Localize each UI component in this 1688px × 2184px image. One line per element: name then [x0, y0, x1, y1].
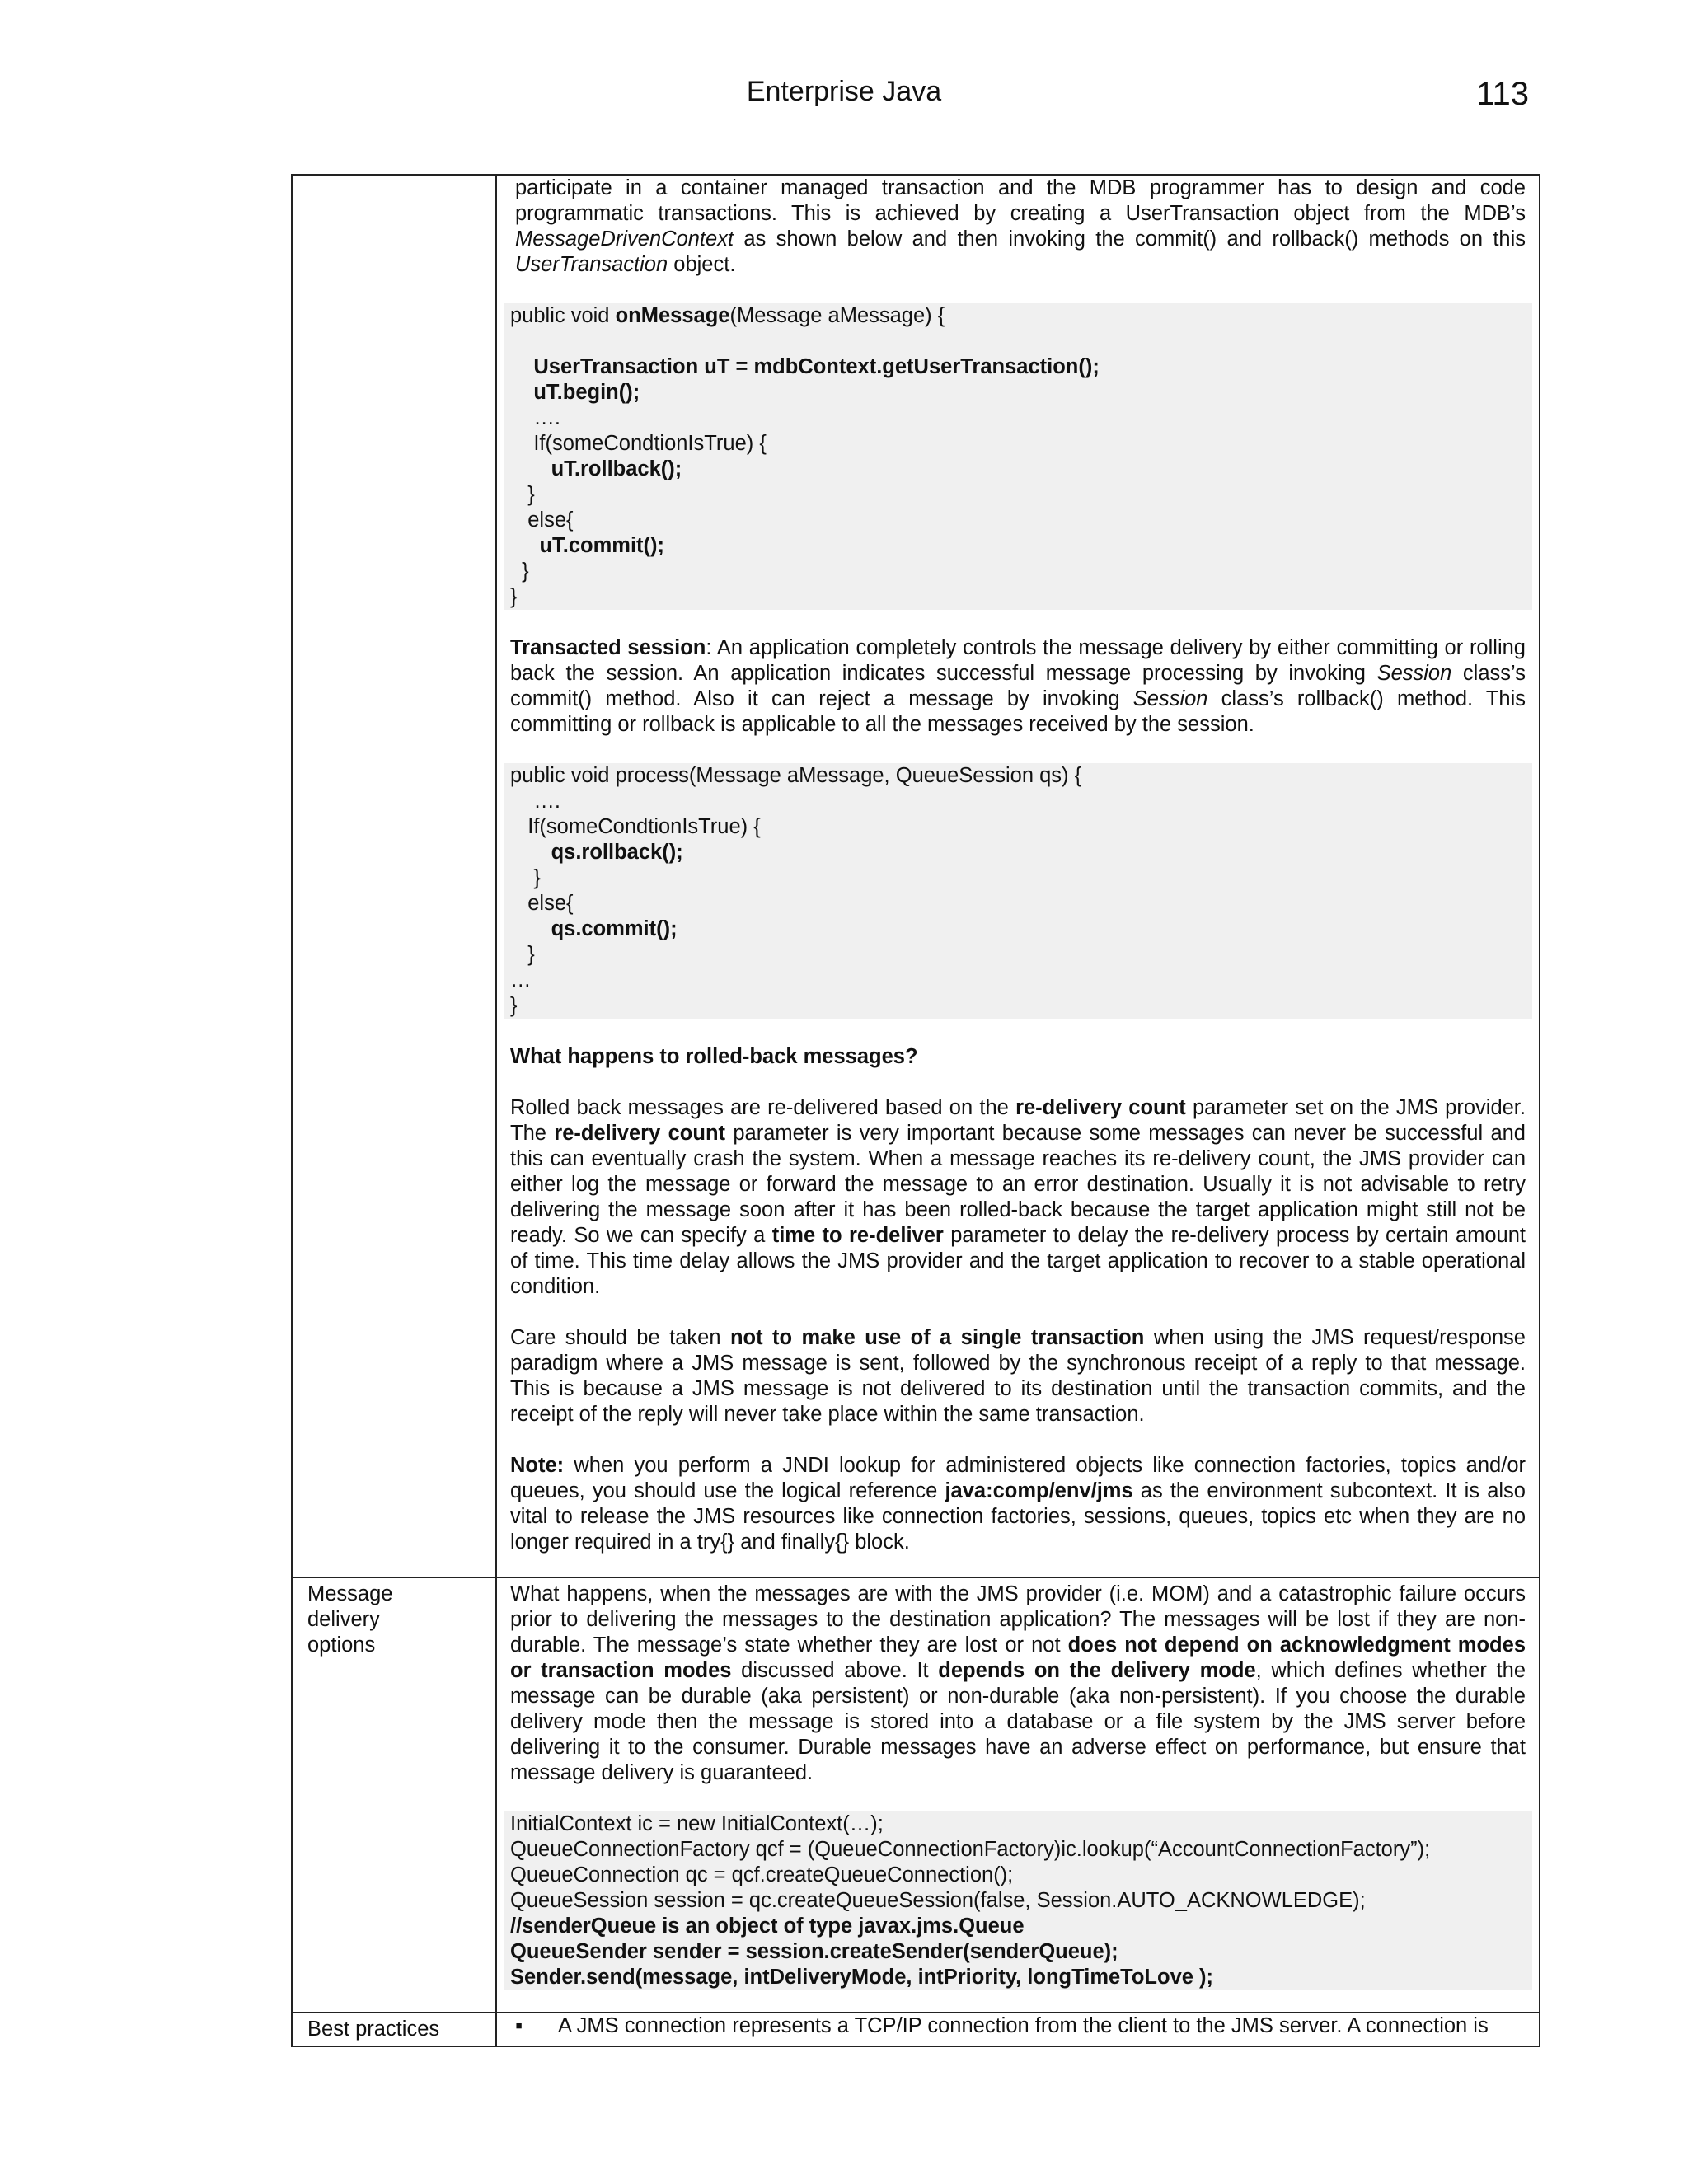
- code-line: [510, 584, 1526, 610]
- code-line: [510, 329, 1526, 354]
- text-run: class’s rollback() method. This committing or rollback is applicable to all the messages received by the session.: [510, 687, 1526, 736]
- text-run: If(someCondtionIsTrue) {: [510, 432, 767, 455]
- row-label: [292, 1577, 496, 2013]
- text-run: ….: [510, 790, 560, 813]
- text-run: participate in a container managed transaction and the MDB programmer has to design and code programmatic transactions. This is achieved by creating a UserTransaction object from the MDB’s: [515, 176, 1526, 225]
- text-run: QueueConnectionFactory qcf = (QueueConnectionFactory)ic.lookup(“AccountConnectionFactory”);: [510, 1838, 1431, 1861]
- text-run: }: [510, 483, 535, 506]
- bold-text: Sender.send(message, intDeliveryMode, intPriority, longTimeToLove );: [510, 1966, 1214, 1989]
- code-line: [510, 380, 1526, 405]
- text-run: QueueConnection qc = qcf.createQueueConnection();: [510, 1863, 1014, 1886]
- code-line: [510, 993, 1526, 1019]
- text-run: …: [510, 968, 532, 991]
- code-line: [510, 1837, 1526, 1863]
- row-label-line: Message: [307, 1582, 393, 1605]
- text-run: parameter set on the JMS provider. The: [510, 1096, 1526, 1145]
- code-line: [510, 1965, 1526, 1990]
- code-line: [510, 1863, 1526, 1888]
- bold-text: depends on the delivery mode: [938, 1659, 1256, 1682]
- code-line: [510, 814, 1526, 840]
- code-line: [510, 789, 1526, 814]
- code-line: [510, 1811, 1526, 1837]
- text-run: [510, 534, 539, 557]
- text-run: : An application completely controls the message delivery by either committing or rolling back the session. An application indicates successful message processing by invoking: [510, 636, 1526, 685]
- text-run: public void process(Message aMessage, QueueSession qs) {: [510, 764, 1082, 787]
- content-table: [291, 174, 1540, 2047]
- bold-text: UserTransaction uT = mdbContext.getUserTransaction();: [533, 355, 1100, 378]
- code-line: [510, 916, 1526, 942]
- table-row: [292, 175, 1540, 1577]
- text-run: What happens, when the messages are with the JMS provider (i.e. MOM) and a catastrophic failure occurs prior to delivering the messages to the destination application? The messages will be lost if they are non-durable. The message’s state whether they are lost or not: [510, 1582, 1526, 1657]
- text-run: class’s commit() method. Also it can reject a message by invoking: [510, 662, 1526, 710]
- bold-text: //senderQueue is an object of type javax.jms.Queue: [510, 1915, 1025, 1938]
- bold-text: QueueSender sender = session.createSender(senderQueue);: [510, 1940, 1118, 1963]
- bold-text: Transacted session: [510, 636, 706, 659]
- row-label-line: delivery: [307, 1608, 380, 1631]
- bold-text: qs.rollback();: [551, 841, 683, 864]
- text-run: ….: [510, 406, 560, 429]
- page-number: 113: [1476, 76, 1529, 112]
- text-run: when you perform a JNDI lookup for administered objects like connection factories, topics and/or queues, you should use the logical reference: [510, 1454, 1526, 1502]
- table-row: [292, 2013, 1540, 2046]
- text-run: Rolled back messages are re-delivered based on the: [510, 1096, 1016, 1119]
- table-row: [292, 1577, 1540, 2013]
- row-content: [496, 175, 1540, 1577]
- text-run: (Message aMessage) {: [729, 304, 945, 327]
- bold-text: uT.commit();: [539, 534, 665, 557]
- bullet-square-icon: ▪: [515, 2014, 523, 2037]
- code-line: [510, 508, 1526, 533]
- list-item-text: A JMS connection represents a TCP/IP connection from the client to the JMS server. A connection is: [558, 2014, 1489, 2037]
- bold-text: re-delivery count: [554, 1122, 726, 1145]
- code-line: [510, 533, 1526, 559]
- italic-text: UserTransaction: [515, 253, 668, 276]
- code-line: [510, 354, 1526, 380]
- code-line: [510, 559, 1526, 584]
- text-run: [510, 381, 533, 404]
- text-run: QueueSession session = qc.createQueueSession(false, Session.AUTO_ACKNOWLEDGE);: [510, 1889, 1366, 1912]
- text-run: parameter to delay the re-delivery process by certain amount of time. This time delay allows the JMS provider and the target application to recover to a stable operational condition.: [510, 1224, 1526, 1298]
- bold-text: java:comp/env/jms: [945, 1479, 1133, 1502]
- bold-text: uT.rollback();: [551, 457, 682, 480]
- text-run: }: [510, 943, 535, 966]
- code-line: [510, 942, 1526, 968]
- italic-text: Session: [1376, 662, 1452, 685]
- code-line: [510, 891, 1526, 916]
- bold-text: not to make use of a single transaction: [729, 1326, 1145, 1349]
- code-block-process: [504, 763, 1532, 1019]
- text-run: when using the JMS request/response paradigm where a JMS message is sent, followed by the synchronous receipt of a reply to that message. This is because a JMS message is not delivered to its destination until the transaction commits, and the receipt of the reply will never take place within the same transaction.: [510, 1326, 1526, 1426]
- text-run: public void: [510, 304, 616, 327]
- bold-text: does not depend on acknowledgment modes or transaction modes: [510, 1633, 1526, 1682]
- row-label-line: options: [307, 1633, 376, 1657]
- code-line: [510, 482, 1526, 508]
- bold-text: re-delivery count: [1015, 1096, 1186, 1119]
- text-run: [510, 841, 551, 864]
- bold-text: qs.commit();: [551, 917, 678, 940]
- text-run: as the environment subcontext. It is also vital to release the JMS resources like connection factories, sessions, queues, topics etc when they are no longer required in a try{} and finally{} block.: [510, 1479, 1526, 1554]
- code-block-sender: [504, 1811, 1532, 1990]
- code-line: [510, 303, 1526, 329]
- code-line: [510, 405, 1526, 431]
- text-run: as shown below and then invoking the commit() and rollback() methods on this: [734, 227, 1526, 251]
- bold-text: uT.begin();: [533, 381, 640, 404]
- text-run: [510, 355, 533, 378]
- bold-text: Note:: [510, 1454, 565, 1477]
- text-run: }: [510, 994, 518, 1017]
- text-run: }: [510, 560, 529, 583]
- text-run: , which defines whether the message can be durable (aka persistent) or non-durable (aka non-persistent). If you choose the durable delivery mode then the message is stored into a database or a file system by the JMS server before delivering it to the consumer. Durable messages have an adverse effect on performance, but ensure that message delivery is guaranteed.: [510, 1659, 1526, 1784]
- text-run: else{: [510, 509, 574, 532]
- text-run: discussed above. It: [731, 1659, 939, 1682]
- code-line: [510, 1888, 1526, 1914]
- italic-text: Session: [1132, 687, 1208, 710]
- code-line: [510, 763, 1526, 789]
- section-heading: [510, 1044, 1526, 1070]
- italic-text: MessageDrivenContext: [515, 227, 734, 251]
- text-run: If(someCondtionIsTrue) {: [510, 815, 761, 838]
- text-run: [510, 457, 551, 480]
- running-header-title: Enterprise Java: [746, 76, 942, 107]
- code-line: [510, 457, 1526, 482]
- intro-paragraph: [510, 176, 1526, 278]
- code-line: [510, 968, 1526, 993]
- heading-text: What happens to rolled-back messages?: [510, 1045, 918, 1068]
- text-run: }: [510, 585, 518, 608]
- row-label: Best practices: [292, 2013, 496, 2046]
- row-label-empty: [292, 175, 496, 1577]
- text-run: }: [510, 866, 541, 889]
- code-line: [510, 840, 1526, 865]
- text-run: else{: [510, 892, 574, 915]
- care-paragraph: [510, 1325, 1526, 1427]
- text-run: parameter is very important because some messages can never be successful and this can eventually crash the system. When a message reaches its re-delivery count, the JMS provider can either log the message or forward the message to an error destination. Usually it is not advisable to retry delivering the message soon after it has been rolled-back because the target application might still not be ready. So we can specify a: [510, 1122, 1526, 1247]
- list-item: [510, 2013, 1526, 2039]
- code-line: [510, 431, 1526, 457]
- note-paragraph: [510, 1453, 1526, 1555]
- code-line: [510, 865, 1526, 891]
- delivery-options-paragraph: [510, 1578, 1526, 1786]
- rolled-back-paragraph: [510, 1095, 1526, 1300]
- text-run: [510, 917, 551, 940]
- transacted-session-paragraph: [510, 635, 1526, 738]
- bold-text: onMessage: [615, 304, 730, 327]
- row-content: [496, 1577, 1540, 2013]
- code-block-onmessage: [504, 303, 1532, 610]
- code-line: [510, 1939, 1526, 1965]
- text-run: object.: [668, 253, 736, 276]
- code-line: [510, 1914, 1526, 1939]
- bold-text: time to re-deliver: [771, 1224, 944, 1247]
- row-content: [496, 2013, 1540, 2046]
- text-run: InitialContext ic = new InitialContext(…);: [510, 1812, 884, 1835]
- text-run: Care should be taken: [510, 1326, 730, 1349]
